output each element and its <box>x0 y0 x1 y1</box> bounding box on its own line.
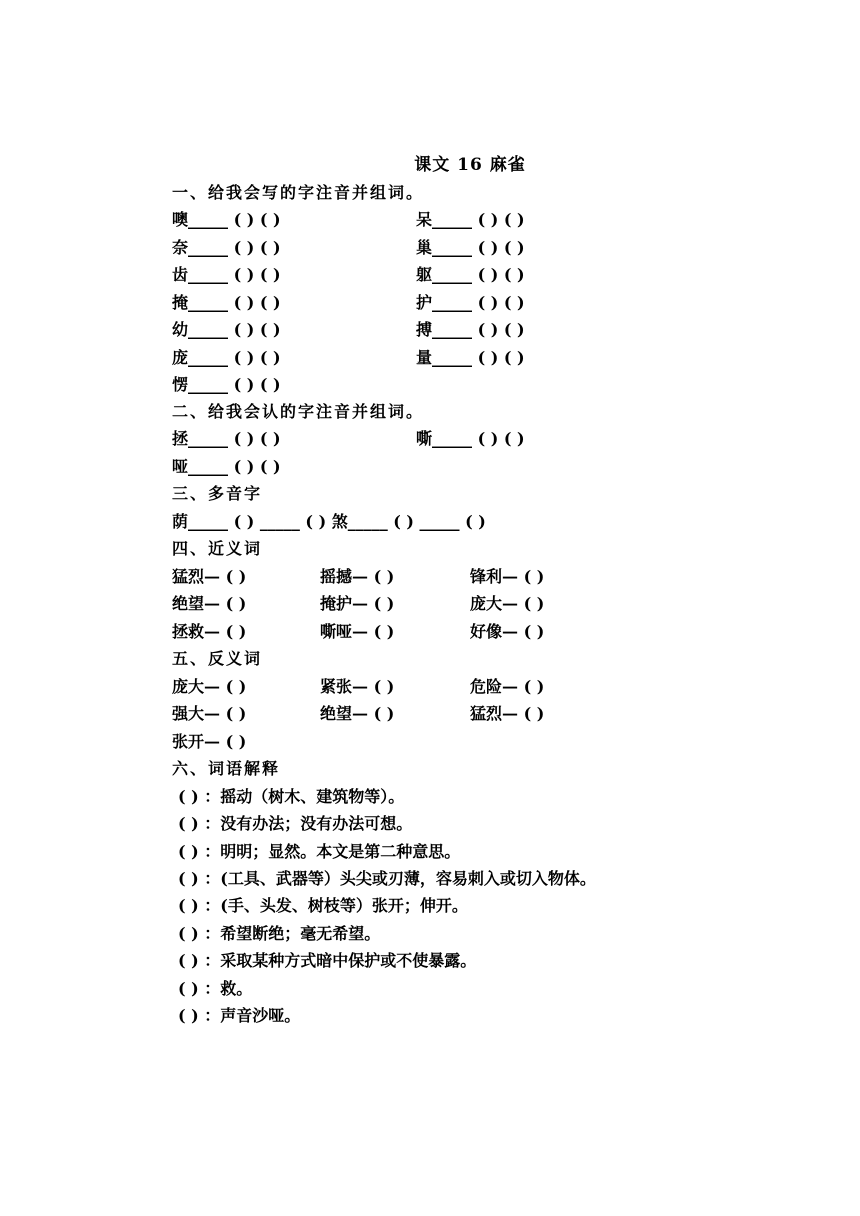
sec1-row-3-left: 齿_____ ( ) ( ) <box>172 265 281 284</box>
sec5-item: 张开— ( ) <box>172 732 247 751</box>
sec1-row-5-right: 搏_____ ( ) ( ) <box>416 320 525 339</box>
sec4-item: 猛烈— ( ) <box>172 567 247 586</box>
sec5-item: 绝望— ( ) <box>320 704 395 723</box>
sec4-item: 好像— ( ) <box>470 622 545 641</box>
sec1-row-6-left: 庞_____ ( ) ( ) <box>172 348 281 367</box>
section-6-heading: 六、词语解释 <box>172 759 281 778</box>
sec1-row-3-right: 躯_____ ( ) ( ) <box>416 265 525 284</box>
definition-item-4: ( ) ：(工具、武器等）头尖或刃薄，容易刺入或切入物体。 <box>178 869 596 888</box>
sec5-item: 庞大— ( ) <box>172 677 247 696</box>
sec4-item: 摇撼— ( ) <box>320 567 395 586</box>
definition-item-1: ( ) ：摇动（树木、建筑物等）。 <box>178 787 405 806</box>
section-2-heading: 二、给我会认的字注音并组词。 <box>172 402 425 421</box>
definition-item-5: ( ) ：(手、头发、树枝等）张开；伸开。 <box>178 896 468 915</box>
sec4-item: 掩护— ( ) <box>320 594 395 613</box>
sec1-row-4-right: 护_____ ( ) ( ) <box>416 293 525 312</box>
page-title: 课文 16 麻雀 <box>414 155 526 175</box>
sec4-item: 庞大— ( ) <box>470 594 545 613</box>
sec1-row-1-right: 呆_____ ( ) ( ) <box>416 210 525 229</box>
sec4-item: 嘶哑— ( ) <box>320 622 395 641</box>
sec5-item: 紧张— ( ) <box>320 677 395 696</box>
sec5-item: 猛烈— ( ) <box>470 704 545 723</box>
sec2-row-2-left: 哑_____ ( ) ( ) <box>172 457 281 476</box>
definition-item-3: ( ) ：明明；显然。本文是第二种意思。 <box>178 842 461 861</box>
definition-item-7: ( ) ：采取某种方式暗中保护或不使暴露。 <box>178 951 477 970</box>
section-3-heading: 三、多音字 <box>172 484 263 503</box>
sec2-row-1-left: 拯_____ ( ) ( ) <box>172 429 281 448</box>
sec1-row-4-left: 掩_____ ( ) ( ) <box>172 293 281 312</box>
sec1-row-7-left: 愣_____ ( ) ( ) <box>172 375 281 394</box>
sec2-row-1-right: 嘶_____ ( ) ( ) <box>416 429 525 448</box>
definition-item-2: ( ) ：没有办法；没有办法可想。 <box>178 814 413 833</box>
sec1-row-6-right: 量_____ ( ) ( ) <box>416 348 525 367</box>
sec5-item: 强大— ( ) <box>172 704 247 723</box>
sec4-item: 锋利— ( ) <box>470 567 545 586</box>
sec4-item: 绝望— ( ) <box>172 594 247 613</box>
sec1-row-1-left: 噢_____ ( ) ( ) <box>172 210 281 229</box>
definition-item-6: ( ) ：希望断绝；毫无希望。 <box>178 924 381 943</box>
section-4-heading: 四、近义词 <box>172 539 263 558</box>
sec5-item: 危险— ( ) <box>470 677 545 696</box>
sec1-row-5-left: 幼_____ ( ) ( ) <box>172 320 281 339</box>
sec1-row-2-left: 奈_____ ( ) ( ) <box>172 238 281 257</box>
definition-item-8: ( ) ：救。 <box>178 979 253 998</box>
section-1-heading: 一、给我会写的字注音并组词。 <box>172 183 425 202</box>
definition-item-9: ( ) ：声音沙哑。 <box>178 1006 301 1025</box>
sec1-row-2-right: 巢_____ ( ) ( ) <box>416 238 525 257</box>
sec4-item: 拯救— ( ) <box>172 622 247 641</box>
section-5-heading: 五、反义词 <box>172 649 263 668</box>
sec3-row: 荫_____ ( ) _____ ( ) 煞_____ ( ) _____ ( ) <box>172 512 486 531</box>
